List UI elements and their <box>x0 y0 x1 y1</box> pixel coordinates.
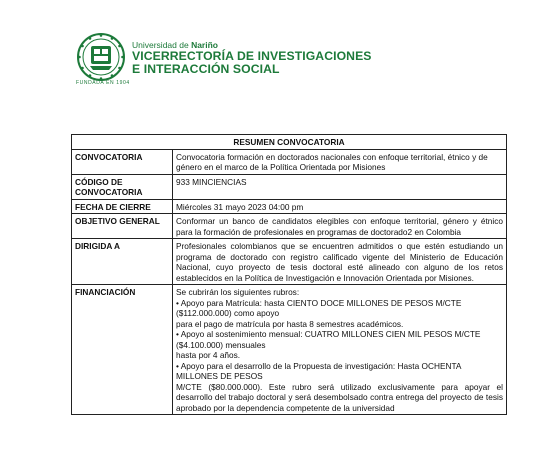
row-value-line: M/CTE ($80.000.000). Este rubro será utilizado exclusivamente para apoyar el desarrollo del trabajo doctoral y será desembolsado contra entrega del proyecto de tesis aprobado por la dependencia competente de la universidad <box>176 381 503 413</box>
table-row <box>72 214 507 239</box>
row-value-line: para el pago de matrícula por hasta 8 semestres académicos. <box>176 318 404 329</box>
vicerrectoria-title-line2: E INTERACCIÓN SOCIAL <box>132 62 280 76</box>
row-value-line: • Apoyo para Matrícula: hasta CIENTO DOCE MILLONES DE PESOS M/CTE ($112.000.000) como apoyo <box>176 297 462 318</box>
row-value <box>173 214 507 239</box>
row-value-line: • Apoyo para el desarrollo de la Propuesta de investigación: Hasta OCHENTA MILLONES DE PESOS <box>176 360 461 381</box>
row-value-line: hasta por 4 años. <box>176 350 241 360</box>
row-value <box>173 285 507 415</box>
row-label: CONVOCATORIA <box>72 149 173 174</box>
university-seal-logo <box>76 32 126 82</box>
letterhead <box>76 32 376 90</box>
row-label: CÓDIGO DE CONVOCATORIA <box>72 174 173 199</box>
table-row <box>72 149 507 174</box>
row-value-line: Se cubrirán los siguientes rubros: <box>176 287 300 297</box>
table-row <box>72 174 507 199</box>
row-value <box>173 149 507 174</box>
brand-block <box>132 40 372 76</box>
row-label: FECHA DE CIERRE <box>72 199 173 214</box>
row-value <box>173 199 507 214</box>
table-row <box>72 285 507 415</box>
row-value-line: • Apoyo al sostenimiento mensual: CUATRO MILLONES CIEN MIL PESOS M/CTE ($4.100.000) mensuales <box>176 329 481 350</box>
university-name: Universidad de Nariño <box>132 40 218 50</box>
table-row <box>72 199 507 214</box>
table-heading: RESUMEN CONVOCATORIA <box>72 135 507 150</box>
row-label: FINANCIACIÓN <box>72 285 173 415</box>
row-value-line: Profesionales colombianos que se encuentren admitidos o que estén estudiando un programa de doctorado con registro calificado vigente del Ministerio de Educación Nacional, cuyo proyecto de tesis doctoral esté alineado con alguno de los retos establecidos en la Política de Investigación e Innovación Orientada por Misiones. <box>176 241 503 283</box>
founded-caption: FUNDADA EN 1904 <box>76 80 130 86</box>
summary-table <box>71 134 507 415</box>
table-row <box>72 239 507 285</box>
row-value <box>173 174 507 199</box>
row-value-line: Miércoles 31 mayo 2023 04:00 pm <box>176 201 304 212</box>
row-value-line: 933 MINCIENCIAS <box>176 176 247 187</box>
row-value-line: Convocatoria formación en doctorados nacionales con enfoque territorial, étnico y de género en el marco de la Política Orientada por Misiones <box>176 151 488 172</box>
row-label: DIRIGIDA A <box>72 239 173 285</box>
row-value <box>173 239 507 285</box>
table-heading-row <box>72 135 507 150</box>
vicerrectoria-title-line1: VICERRECTORÍA DE INVESTIGACIONES <box>132 49 372 63</box>
row-value-line: Conformar un banco de candidatos elegibles con enfoque territorial, género y étnico para la formación de profesionales en programas de doctorado2 en Colombia <box>176 216 503 237</box>
row-label: OBJETIVO GENERAL <box>72 214 173 239</box>
